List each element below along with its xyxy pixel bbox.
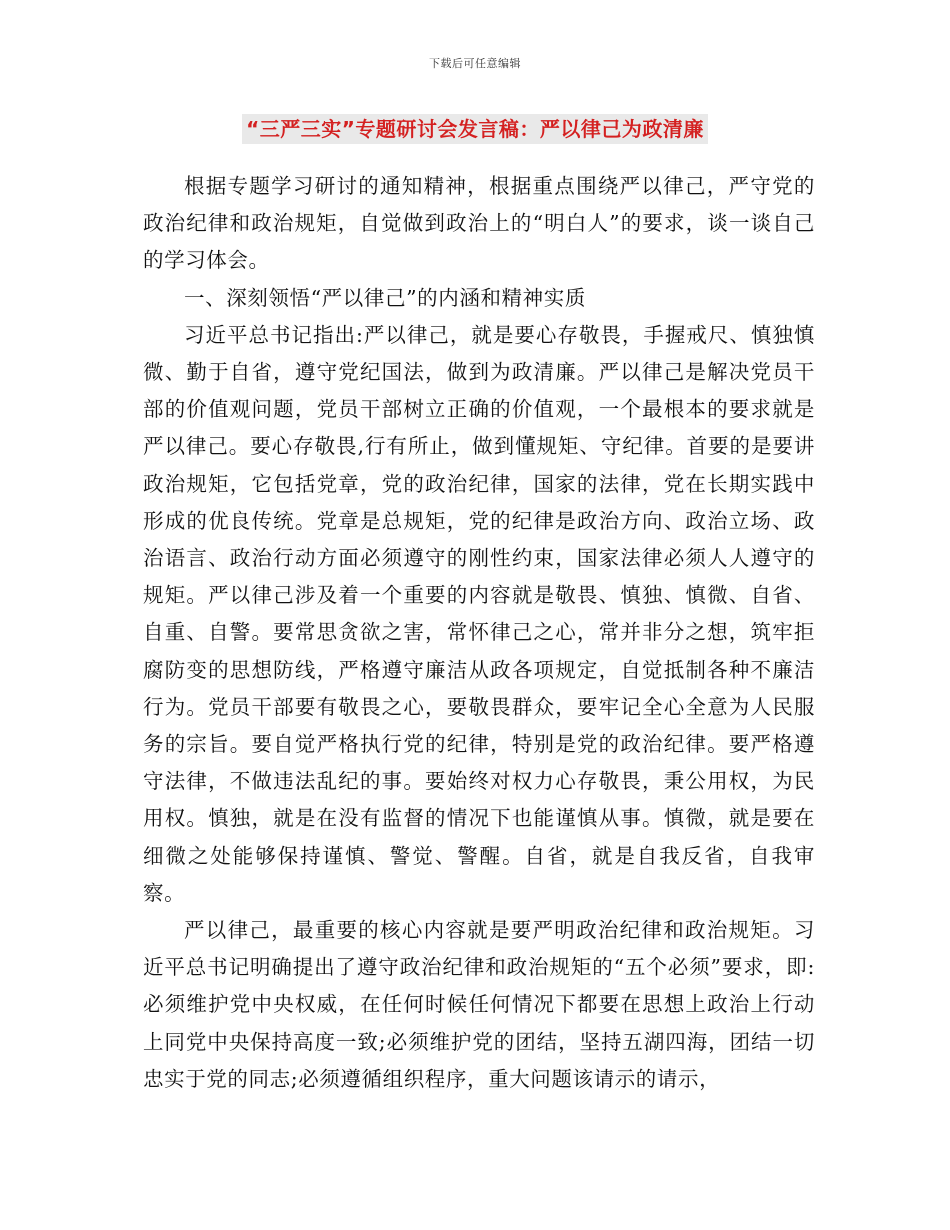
header-note: 下载后可任意编辑 [429, 57, 521, 70]
paragraph-intro: 根据专题学习研讨的通知精神，根据重点围绕严以律己，严守党的政治纪律和政治规矩，自觉做到政治上的“明白人”的要求，谈一谈自己的学习体会。 [143, 174, 815, 273]
document-title: “三严三实”专题研讨会发言稿：严以律己为政清廉 [242, 114, 708, 144]
title-container [0, 114, 950, 144]
paragraph-body: 严以律己，最重要的核心内容就是要严明政治纪律和政治规矩。习近平总书记明确提出了遵守政治纪律和政治规矩的“五个必须”要求，即:必须维护党中央权威，在任何时候任何情况下都要在思想上政治上行动上同党中央保持高度一致;必须维护党的团结，坚持五湖四海，团结一切忠实于党的同志;必须遵循组织程序，重大问题该请示的请示， [143, 918, 815, 1091]
paragraph-body: 习近平总书记指出:严以律己，就是要心存敬畏，手握戒尺、慎独慎微、勤于自省，遵守党纪国法，做到为政清廉。严以律己是解决党员干部的价值观问题，党员干部树立正确的价值观，一个最根本的要求就是严以律己。要心存敬畏,行有所止，做到懂规矩、守纪律。首要的是要讲政治规矩，它包括党章，党的政治纪律，国家的法律，党在长期实践中形成的优良传统。党章是总规矩，党的纪律是政治方向、政治立场、政治语言、政治行动方面必须遵守的刚性约束，国家法律必须人人遵守的规矩。严以律己涉及着一个重要的内容就是敬畏、慎独、慎微、自省、自重、自警。要常思贪欲之害，常怀律己之心，常并非分之想，筑牢拒腐防变的思想防线，严格遵守廉洁从政各项规定，自觉抵制各种不廉洁行为。党员干部要有敬畏之心，要敬畏群众，要牢记全心全意为人民服务的宗旨。要自觉严格执行党的纪律，特别是党的政治纪律。要严格遵守法律，不做违法乱纪的事。要始终对权力心存敬畏，秉公用权，为民用权。慎独，就是在没有监督的情况下也能谨慎从事。慎微，就是要在细微之处能够保持谨慎、警觉、警醒。自省，就是自我反省，自我审察。 [143, 322, 815, 905]
section-heading: 一、深刻领悟“严以律己”的内涵和精神实质 [184, 285, 586, 310]
document-body [143, 168, 815, 1098]
